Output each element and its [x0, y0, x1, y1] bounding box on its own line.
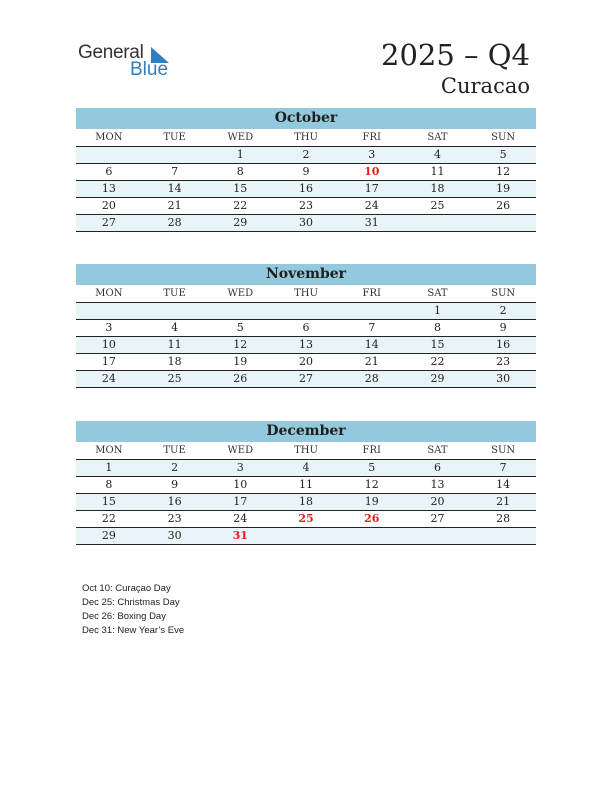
- day-cell: 5: [236, 321, 244, 334]
- day-cell: 22: [233, 199, 248, 212]
- day-cell: 13: [430, 478, 445, 491]
- week-row: [76, 303, 536, 320]
- week-row: [76, 164, 536, 181]
- day-cell: 30: [299, 216, 314, 229]
- holiday-note: Dec 31: New Year’s Eve: [82, 625, 185, 636]
- week-row: [76, 477, 536, 494]
- logo-blue-text: Blue: [130, 59, 169, 80]
- month-header: October: [76, 108, 536, 129]
- month-header: November: [76, 264, 536, 285]
- day-cell: 25: [167, 372, 182, 385]
- day-cell: 17: [233, 495, 248, 508]
- day-cell: 16: [167, 495, 182, 508]
- day-cell: 4: [171, 321, 179, 334]
- weekday-label: SUN: [491, 445, 516, 456]
- weekday-header-row: [76, 442, 536, 460]
- day-cell: [273, 303, 339, 319]
- day-cell: 27: [299, 372, 314, 385]
- day-cell: 28: [496, 512, 511, 525]
- day-cell: 6: [433, 461, 441, 474]
- day-cell: 10: [364, 165, 380, 178]
- day-cell: 28: [364, 372, 379, 385]
- day-cell: 4: [433, 148, 441, 161]
- week-row: [76, 147, 536, 164]
- day-cell: 12: [496, 165, 511, 178]
- day-cell: 27: [430, 512, 445, 525]
- day-cell: 2: [171, 461, 179, 474]
- weekday-label: SUN: [491, 132, 516, 143]
- day-cell: 21: [496, 495, 511, 508]
- week-row: [76, 198, 536, 215]
- day-cell: 16: [299, 182, 314, 195]
- day-cell: 14: [496, 478, 511, 491]
- day-cell: [470, 528, 536, 544]
- period-title: 2025 – Q4: [381, 38, 530, 72]
- week-row: [76, 528, 536, 545]
- day-cell: 31: [364, 216, 379, 229]
- day-cell: 13: [101, 182, 116, 195]
- week-row: [76, 494, 536, 511]
- day-cell: 26: [496, 199, 511, 212]
- day-cell: 11: [167, 338, 182, 351]
- weekday-label: FRI: [362, 132, 381, 143]
- day-cell: 12: [233, 338, 248, 351]
- weekday-label: SUN: [491, 288, 516, 299]
- day-cell: 14: [167, 182, 182, 195]
- week-row: [76, 181, 536, 198]
- week-row: [76, 371, 536, 388]
- weekday-label: TUE: [163, 445, 186, 456]
- weekday-header-row: [76, 285, 536, 303]
- day-cell: 19: [496, 182, 511, 195]
- day-cell: 13: [299, 338, 314, 351]
- day-cell: 25: [430, 199, 445, 212]
- weekday-label: WED: [227, 445, 254, 456]
- day-cell: [76, 303, 142, 319]
- holiday-note: Oct 10: Curaçao Day: [82, 583, 171, 594]
- day-cell: [339, 303, 405, 319]
- week-row: [76, 511, 536, 528]
- day-cell: 29: [233, 216, 248, 229]
- day-cell: 17: [364, 182, 379, 195]
- holiday-note: Dec 26: Boxing Day: [82, 611, 166, 622]
- weekday-header-row: [76, 129, 536, 147]
- weekday-label: WED: [227, 288, 254, 299]
- day-cell: 24: [101, 372, 116, 385]
- weekday-label: THU: [294, 288, 318, 299]
- day-cell: 2: [302, 148, 310, 161]
- day-cell: 2: [499, 304, 507, 317]
- day-cell: 29: [430, 372, 445, 385]
- day-cell: 3: [105, 321, 113, 334]
- month-october: [76, 108, 536, 232]
- day-cell: 23: [299, 199, 314, 212]
- weekday-label: WED: [227, 132, 254, 143]
- day-cell: 15: [101, 495, 116, 508]
- weekday-label: SAT: [427, 445, 448, 456]
- day-cell: 26: [364, 512, 380, 525]
- day-cell: 8: [433, 321, 441, 334]
- day-cell: 16: [496, 338, 511, 351]
- day-cell: 22: [101, 512, 116, 525]
- day-cell: 15: [233, 182, 248, 195]
- weekday-label: SAT: [427, 132, 448, 143]
- day-cell: 4: [302, 461, 310, 474]
- day-cell: 1: [433, 304, 441, 317]
- day-cell: 23: [167, 512, 182, 525]
- day-cell: 12: [364, 478, 379, 491]
- day-cell: 21: [167, 199, 182, 212]
- day-cell: 30: [496, 372, 511, 385]
- weekday-label: MON: [95, 445, 123, 456]
- day-cell: 27: [101, 216, 116, 229]
- day-cell: [470, 215, 536, 231]
- day-cell: [207, 303, 273, 319]
- day-cell: 11: [299, 478, 314, 491]
- weekday-label: THU: [294, 132, 318, 143]
- day-cell: 3: [368, 148, 376, 161]
- day-cell: 20: [101, 199, 116, 212]
- day-cell: 1: [105, 461, 113, 474]
- day-cell: [142, 303, 208, 319]
- day-cell: 8: [105, 478, 113, 491]
- month-november: [76, 264, 536, 388]
- week-row: [76, 215, 536, 232]
- day-cell: 25: [298, 512, 314, 525]
- day-cell: 19: [364, 495, 379, 508]
- day-cell: 7: [171, 165, 179, 178]
- day-cell: [405, 528, 471, 544]
- day-cell: [76, 147, 142, 163]
- day-cell: [339, 528, 405, 544]
- day-cell: 20: [430, 495, 445, 508]
- day-cell: 24: [233, 512, 248, 525]
- week-row: [76, 460, 536, 477]
- day-cell: 6: [302, 321, 310, 334]
- day-cell: 31: [232, 529, 248, 542]
- day-cell: 15: [430, 338, 445, 351]
- day-cell: 26: [233, 372, 248, 385]
- day-cell: 18: [299, 495, 314, 508]
- day-cell: 9: [499, 321, 507, 334]
- day-cell: 5: [368, 461, 376, 474]
- day-cell: 9: [302, 165, 310, 178]
- day-cell: 7: [368, 321, 376, 334]
- day-cell: 24: [364, 199, 379, 212]
- day-cell: 18: [430, 182, 445, 195]
- day-cell: 3: [236, 461, 244, 474]
- country-title: Curacao: [440, 74, 530, 98]
- day-cell: 10: [233, 478, 248, 491]
- weekday-label: FRI: [362, 288, 381, 299]
- day-cell: 18: [167, 355, 182, 368]
- day-cell: 10: [101, 338, 116, 351]
- weekday-label: FRI: [362, 445, 381, 456]
- week-row: [76, 337, 536, 354]
- day-cell: 21: [364, 355, 379, 368]
- logo: [78, 42, 169, 80]
- weekday-label: MON: [95, 288, 123, 299]
- weekday-label: SAT: [427, 288, 448, 299]
- day-cell: 5: [499, 148, 507, 161]
- weekday-label: TUE: [163, 132, 186, 143]
- holiday-notes: [82, 582, 184, 638]
- day-cell: 20: [299, 355, 314, 368]
- weekday-label: TUE: [163, 288, 186, 299]
- day-cell: 1: [236, 148, 244, 161]
- day-cell: 8: [236, 165, 244, 178]
- week-row: [76, 354, 536, 371]
- holiday-note: Dec 25: Christmas Day: [82, 597, 180, 608]
- weekday-label: MON: [95, 132, 123, 143]
- day-cell: 14: [364, 338, 379, 351]
- day-cell: [142, 147, 208, 163]
- day-cell: 29: [101, 529, 116, 542]
- month-header: December: [76, 421, 536, 442]
- day-cell: 7: [499, 461, 507, 474]
- weekday-label: THU: [294, 445, 318, 456]
- day-cell: 30: [167, 529, 182, 542]
- day-cell: [273, 528, 339, 544]
- day-cell: 6: [105, 165, 113, 178]
- day-cell: 22: [430, 355, 445, 368]
- day-cell: 28: [167, 216, 182, 229]
- logo-general-text: General: [78, 42, 144, 63]
- day-cell: 11: [430, 165, 445, 178]
- month-december: [76, 421, 536, 545]
- day-cell: 19: [233, 355, 248, 368]
- day-cell: [405, 215, 471, 231]
- day-cell: 9: [171, 478, 179, 491]
- week-row: [76, 320, 536, 337]
- day-cell: 23: [496, 355, 511, 368]
- day-cell: 17: [101, 355, 116, 368]
